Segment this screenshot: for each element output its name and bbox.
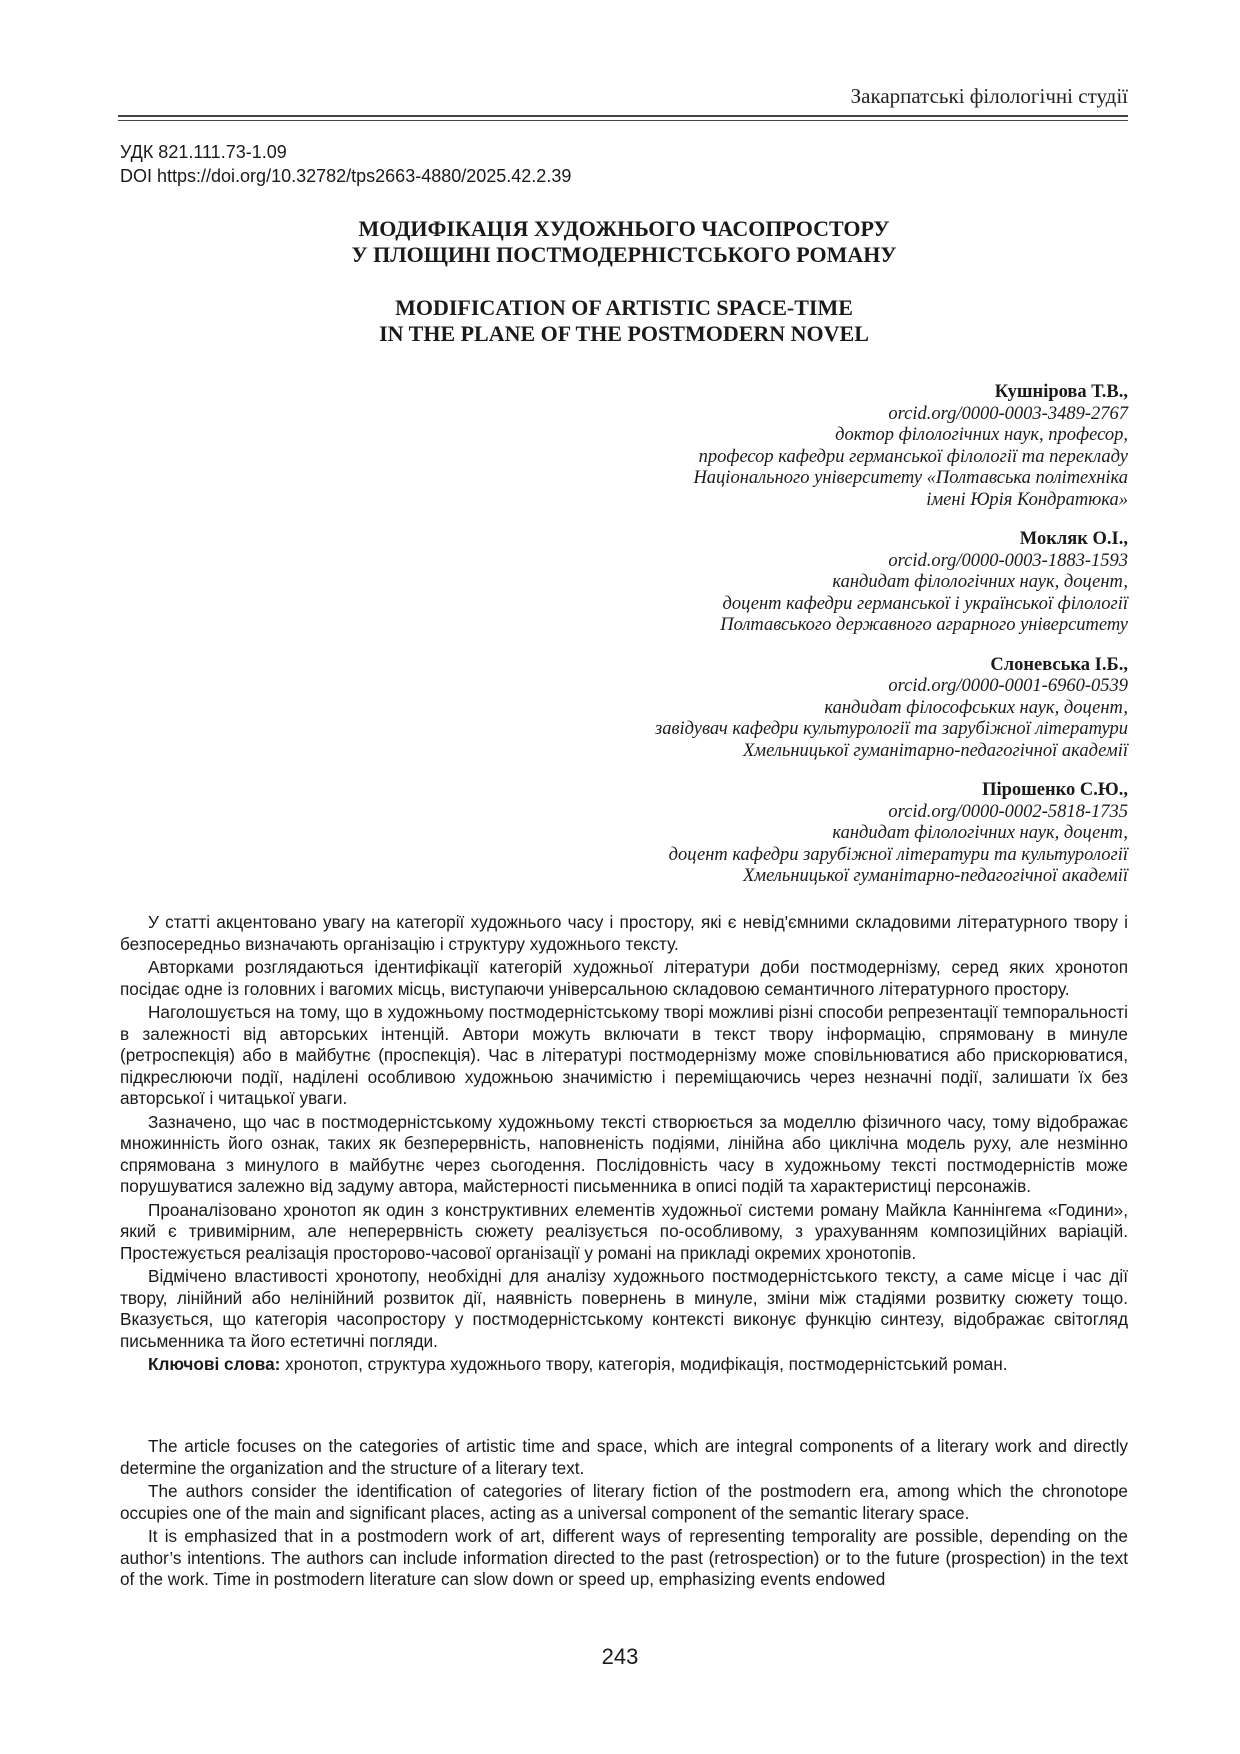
header-rule-thin bbox=[118, 120, 1128, 121]
title-en-line-2: IN THE PLANE OF THE POSTMODERN NOVEL bbox=[379, 321, 869, 346]
author-affiliation: Полтавського державного аграрного університету bbox=[720, 615, 1128, 635]
author-position: доцент кафедри зарубіжної літератури та культурології bbox=[668, 844, 1128, 865]
udc-code: УДК 821.111.73-1.09 bbox=[120, 142, 287, 162]
abstract-paragraph: It is emphasized that in a postmodern work of art, different ways of representing temporality are possible, depending on the author’s intentions. The authors can include information directed to the past (retrospection) or to the future (prospection) in the text of the work. Time in postmodern literature can slow down or speed up, emphasizing events endowed bbox=[120, 1526, 1128, 1589]
page-number: 243 bbox=[601, 1644, 639, 1669]
title-ukrainian bbox=[120, 216, 1128, 268]
header-rule bbox=[118, 115, 1128, 117]
article-meta bbox=[120, 140, 571, 188]
keywords bbox=[120, 1354, 1128, 1376]
abstract-paragraph: Відмічено властивості хронотопу, необхідні для аналізу художнього постмодерністського тексту, а саме місце і час дії твору, лінійний або нелінійний розвиток дії, наявність повернень в минуле, зміни між стадіями розвитку сюжету тощо. Вказується, що категорія часопростору у постмодерністському контексті виконує функцію синтезу, відображає світогляд письменника та його естетичні погляди. bbox=[120, 1266, 1128, 1351]
abstract-paragraph: Наголошується на тому, що в художньому постмодерністському творі можливі різні способи репрезентації темпоральності в залежності від авторських інтенцій. Автори можуть включати в текст твору інформацію, спрямовану в минуле (ретроспекція) або в майбутнє (проспекція). Час в літературі постмодернізму може сповільнюватися або прискорюватися, підкреслюючи події, наділені особливою художньою значимістю і переміщаючись через незначні події, залишати їх без авторської і читацької уваги. bbox=[120, 1002, 1128, 1108]
author-affiliation-2: імені Юрія Кондратюка» bbox=[926, 489, 1128, 510]
journal-title: Закарпатські філологічні студії bbox=[850, 84, 1128, 108]
author-4 bbox=[655, 780, 1128, 888]
abstract-paragraph: The authors consider the identification of categories of literary fiction of the postmodern era, among which the chronotope occupies one of the main and significant places, acting as a universal component of the semantic literary space. bbox=[120, 1481, 1128, 1523]
author-orcid[interactable]: orcid.org/0000-0003-3489-2767 bbox=[888, 403, 1128, 424]
author-orcid[interactable]: orcid.org/0000-0002-5818-1735 bbox=[888, 801, 1128, 822]
author-affiliation: Хмельницької гуманітарно-педагогічної академії bbox=[743, 740, 1128, 761]
author-degree: доктор філологічних наук, професор, bbox=[835, 425, 1128, 445]
author-degree: кандидат філософських наук, доцент, bbox=[824, 697, 1128, 718]
keywords-text: хронотоп, структура художнього твору, категорія, модифікація, постмодерністський роман. bbox=[280, 1354, 1008, 1374]
abstract-paragraph: Авторками розглядаються ідентифікації категорій художньої літератури доби постмодернізму, серед яких хронотоп посідає одне із головних і вагомих місць, виступаючи універсальною складовою семантичного літературного простору. bbox=[120, 957, 1128, 999]
author-orcid[interactable]: orcid.org/0000-0001-6960-0539 bbox=[888, 676, 1128, 696]
author-position: завідувач кафедри культурології та зарубіжної літератури bbox=[655, 719, 1128, 739]
author-degree: кандидат філологічних наук, доцент, bbox=[832, 572, 1128, 592]
title-en-line-1: MODIFICATION OF ARTISTIC SPACE-TIME bbox=[395, 295, 853, 320]
author-name: Кушнірова Т.В., bbox=[994, 382, 1128, 402]
author-degree: кандидат філологічних наук, доцент, bbox=[832, 823, 1128, 843]
abstract-paragraph: Проаналізовано хронотоп як один з конструктивних елементів художньої системи роману Майкла Каннінгема «Години», який є тривимірним, але неперервність сюжету реалізується по-особливому, з урахуванням композиційних варіацій. Простежується реалізація просторово-часової організації у романі на прикладі окремих хронотопів. bbox=[120, 1199, 1128, 1263]
title-uk-line-2: У ПЛОЩИНІ ПОСТМОДЕРНІСТСЬКОГО РОМАНУ bbox=[351, 242, 897, 267]
abstract-english bbox=[120, 1436, 1128, 1593]
abstract-paragraph: Зазначено, що час в постмодерністському художньому тексті створюється за моделлю фізичного часу, тому відображає множинність його ознак, таких як безперервність, наповненість подіями, лінійна або циклічна модель руху, але незмінно спрямована з минулого в майбутнє через сьогодення. Послідовність часу в художньому тексті постмодерністів може порушуватися залежно від задуму автора, майстерності письменника в описі подій та характеристиці персонажів. bbox=[120, 1111, 1128, 1196]
author-name: Пірошенко С.Ю., bbox=[982, 780, 1128, 800]
abstract-ukrainian bbox=[120, 912, 1128, 1378]
author-position: професор кафедри германської філології та перекладу bbox=[698, 446, 1128, 467]
author-name: Слоневська І.Б., bbox=[990, 654, 1128, 675]
author-position: доцент кафедри германської і української філології bbox=[722, 593, 1128, 614]
abstract-paragraph: У статті акцентовано увагу на категорії художнього часу і простору, які є невід'ємними складовими літературного твору і безпосередньо визначають організацію і структуру художнього тексту. bbox=[120, 912, 1128, 954]
authors-block bbox=[655, 382, 1128, 906]
abstract-paragraph: The article focuses on the categories of artistic time and space, which are integral components of a literary work and directly determine the organization and the structure of a literary text. bbox=[120, 1436, 1128, 1478]
doi-link[interactable]: DOI https://doi.org/10.32782/tps2663-4880/2025.42.2.39 bbox=[120, 166, 572, 186]
author-affiliation: Національного університету «Полтавська політехніка bbox=[693, 468, 1128, 488]
keywords-label: Ключові слова: bbox=[148, 1354, 281, 1374]
author-1 bbox=[655, 382, 1128, 511]
author-orcid[interactable]: orcid.org/0000-0003-1883-1593 bbox=[888, 550, 1128, 571]
title-english bbox=[120, 295, 1128, 347]
title-uk-line-1: МОДИФІКАЦІЯ ХУДОЖНЬОГО ЧАСОПРОСТОРУ bbox=[358, 216, 890, 241]
author-3 bbox=[655, 655, 1128, 763]
author-affiliation: Хмельницької гуманітарно-педагогічної академії bbox=[743, 866, 1128, 886]
author-2 bbox=[655, 529, 1128, 637]
author-name: Мокляк О.І., bbox=[1019, 529, 1128, 549]
